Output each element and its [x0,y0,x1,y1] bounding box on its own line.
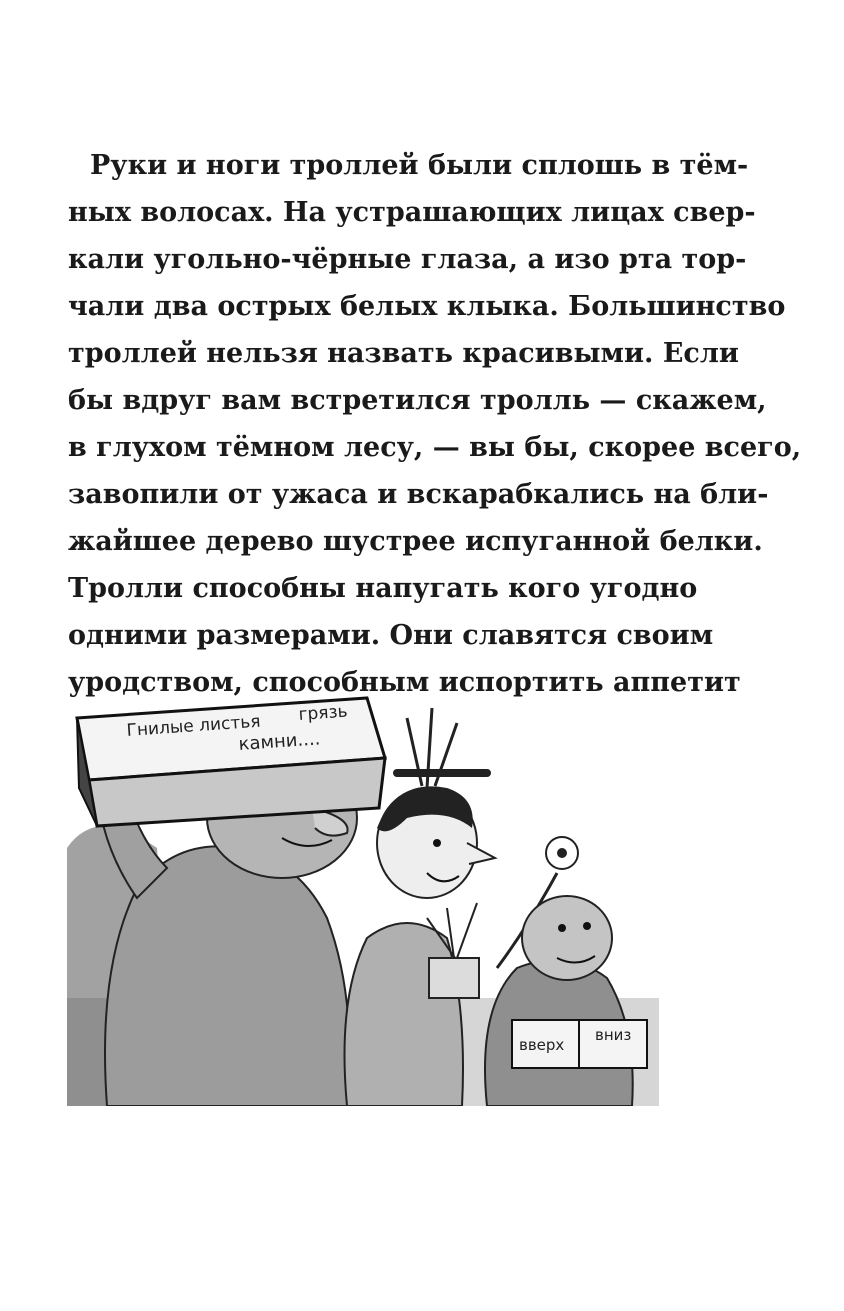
text-line: в глухом тёмном лесу, — вы бы, скорее всего, [68,432,802,463]
plant-pot [429,958,479,998]
sign-label: вверх [519,1036,565,1054]
text-line: завопили от ужаса и вскарабкались на бли- [68,479,769,510]
box-label: грязь [297,701,349,725]
girl-troll-nose [467,843,495,864]
text-line: бы вдруг вам встретился тролль — скажем, [68,385,767,416]
text-line: Руки и ноги троллей были сплошь в тём- [90,150,749,181]
box-label: Гнилые листья [125,711,262,741]
text-line: жайшее дерево шустрее испуганной белки. [68,526,763,557]
text-line: кали угольно-чёрные глаза, а изо рта тор- [68,244,747,275]
text-line: одними размерами. Они славятся своим [68,620,714,651]
box [77,698,385,826]
small-troll-head [522,896,612,980]
flower-center [557,848,567,858]
small-troll-eye [583,922,591,930]
text-line: троллей нельзя назвать красивыми. Если [68,338,739,369]
text-line: уродством, способным испортить аппетит [68,667,741,698]
girl-troll-eye [433,839,441,847]
box-label: камни.... [237,728,321,755]
trolls-illustration [67,668,659,1106]
text-line: Тролли способны напугать кого угодно [68,573,698,604]
text-line: ных волосах. На устрашающих лицах свер- [68,197,756,228]
sign-label: вниз [595,1026,632,1044]
direction-sign [512,1020,647,1068]
girl-troll-body [345,923,464,1106]
text-line: чали два острых белых клыка. Большинство [68,291,786,322]
body-paragraph [68,142,802,706]
small-troll-eye [558,924,566,932]
